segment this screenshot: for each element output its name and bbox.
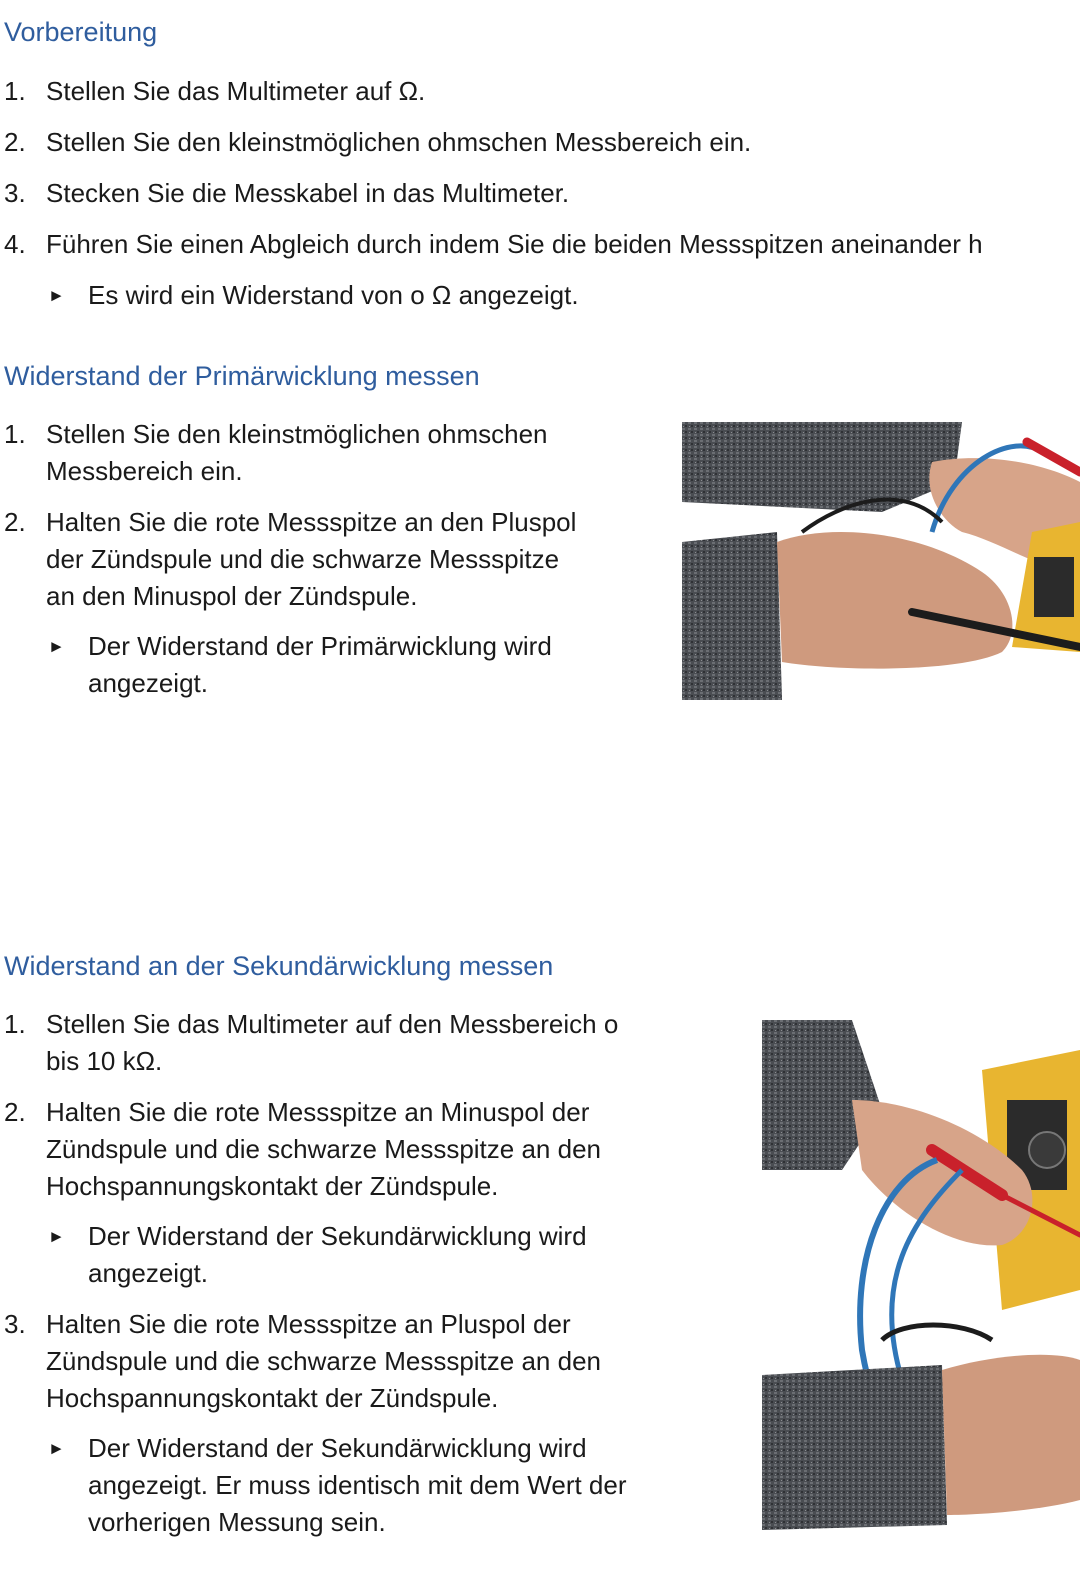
photo-illustration <box>682 422 1080 700</box>
step-number: 1. <box>4 419 26 449</box>
step-line: an den Minuspol der Zündspule. <box>46 581 418 611</box>
multimeter-hands-photo <box>762 1020 1080 1550</box>
step-text: Stellen Sie das Multimeter auf Ω. <box>46 76 426 106</box>
result-line: Der Widerstand der Primärwicklung wird <box>88 631 552 661</box>
step-line: Stellen Sie das Multimeter auf den Messbereich o <box>46 1009 619 1039</box>
secondary-step-3 <box>4 1306 601 1417</box>
step-text <box>4 1006 618 1080</box>
multimeter-hands-photo <box>682 422 1080 700</box>
step-number: 2. <box>4 1097 26 1127</box>
primary-step-1 <box>4 416 548 490</box>
photo-illustration <box>762 1020 1080 1550</box>
prep-step-4 <box>4 226 983 263</box>
step-line: Stellen Sie den kleinstmöglichen ohmschen <box>46 419 548 449</box>
result-line: angezeigt. <box>88 1258 208 1288</box>
step-number: 4. <box>4 229 26 259</box>
result-line: angezeigt. Er muss identisch mit dem Wert der <box>88 1470 627 1500</box>
section-title-secondary: Widerstand an der Sekundärwicklung messen <box>4 951 554 981</box>
step-text <box>4 416 548 490</box>
secondary-result-2 <box>48 1218 587 1292</box>
step-number: 2. <box>4 507 26 537</box>
prep-result <box>48 277 579 314</box>
arrow-right-icon: ► <box>48 1227 65 1246</box>
step-number: 3. <box>4 1309 26 1339</box>
step-number: 2. <box>4 127 26 157</box>
step-number: 1. <box>4 76 26 106</box>
result-line: vorherigen Messung sein. <box>88 1507 386 1537</box>
step-line: Zündspule und die schwarze Messspitze an den <box>46 1134 601 1164</box>
step-text <box>4 1306 601 1417</box>
result-line: Der Widerstand der Sekundärwicklung wird <box>88 1221 587 1251</box>
primary-result <box>48 628 552 702</box>
step-text: Stecken Sie die Messkabel in das Multimeter. <box>46 178 570 208</box>
result-text <box>48 1218 587 1292</box>
arrow-right-icon: ► <box>48 637 65 656</box>
arrow-right-icon: ► <box>48 286 65 305</box>
step-text <box>4 504 576 615</box>
step-line: Hochspannungskontakt der Zündspule. <box>46 1171 499 1201</box>
result-text <box>48 1430 627 1541</box>
section-title-primary: Widerstand der Primärwicklung messen <box>4 361 480 391</box>
step-line: Hochspannungskontakt der Zündspule. <box>46 1383 499 1413</box>
result-line: angezeigt. <box>88 668 208 698</box>
step-line: bis 10 kΩ. <box>46 1046 163 1076</box>
step-text <box>4 1094 601 1205</box>
step-line: Halten Sie die rote Messspitze an Minuspol der <box>46 1097 590 1127</box>
step-number: 3. <box>4 178 26 208</box>
result-text <box>48 628 552 702</box>
step-text: Führen Sie einen Abgleich durch indem Sie die beiden Messspitzen aneinander h <box>46 229 983 259</box>
step-line: Halten Sie die rote Messspitze an Pluspol der <box>46 1309 571 1339</box>
secondary-result-3 <box>48 1430 627 1541</box>
step-line: Zündspule und die schwarze Messspitze an den <box>46 1346 601 1376</box>
arrow-right-icon: ► <box>48 1439 65 1458</box>
prep-step-3 <box>4 175 569 212</box>
step-line: Halten Sie die rote Messspitze an den Pluspol <box>46 507 577 537</box>
step-line: der Zündspule und die schwarze Messspitze <box>46 544 560 574</box>
section-title-prep: Vorbereitung <box>4 17 158 47</box>
result-text: Es wird ein Widerstand von o Ω angezeigt. <box>88 280 579 310</box>
step-line: Messbereich ein. <box>46 456 243 486</box>
step-number: 1. <box>4 1009 26 1039</box>
secondary-step-1 <box>4 1006 618 1080</box>
prep-step-1 <box>4 73 425 110</box>
secondary-step-2 <box>4 1094 601 1205</box>
prep-step-2 <box>4 124 751 161</box>
result-line: Der Widerstand der Sekundärwicklung wird <box>88 1433 587 1463</box>
step-text: Stellen Sie den kleinstmöglichen ohmschen Messbereich ein. <box>46 127 752 157</box>
primary-step-2 <box>4 504 576 615</box>
